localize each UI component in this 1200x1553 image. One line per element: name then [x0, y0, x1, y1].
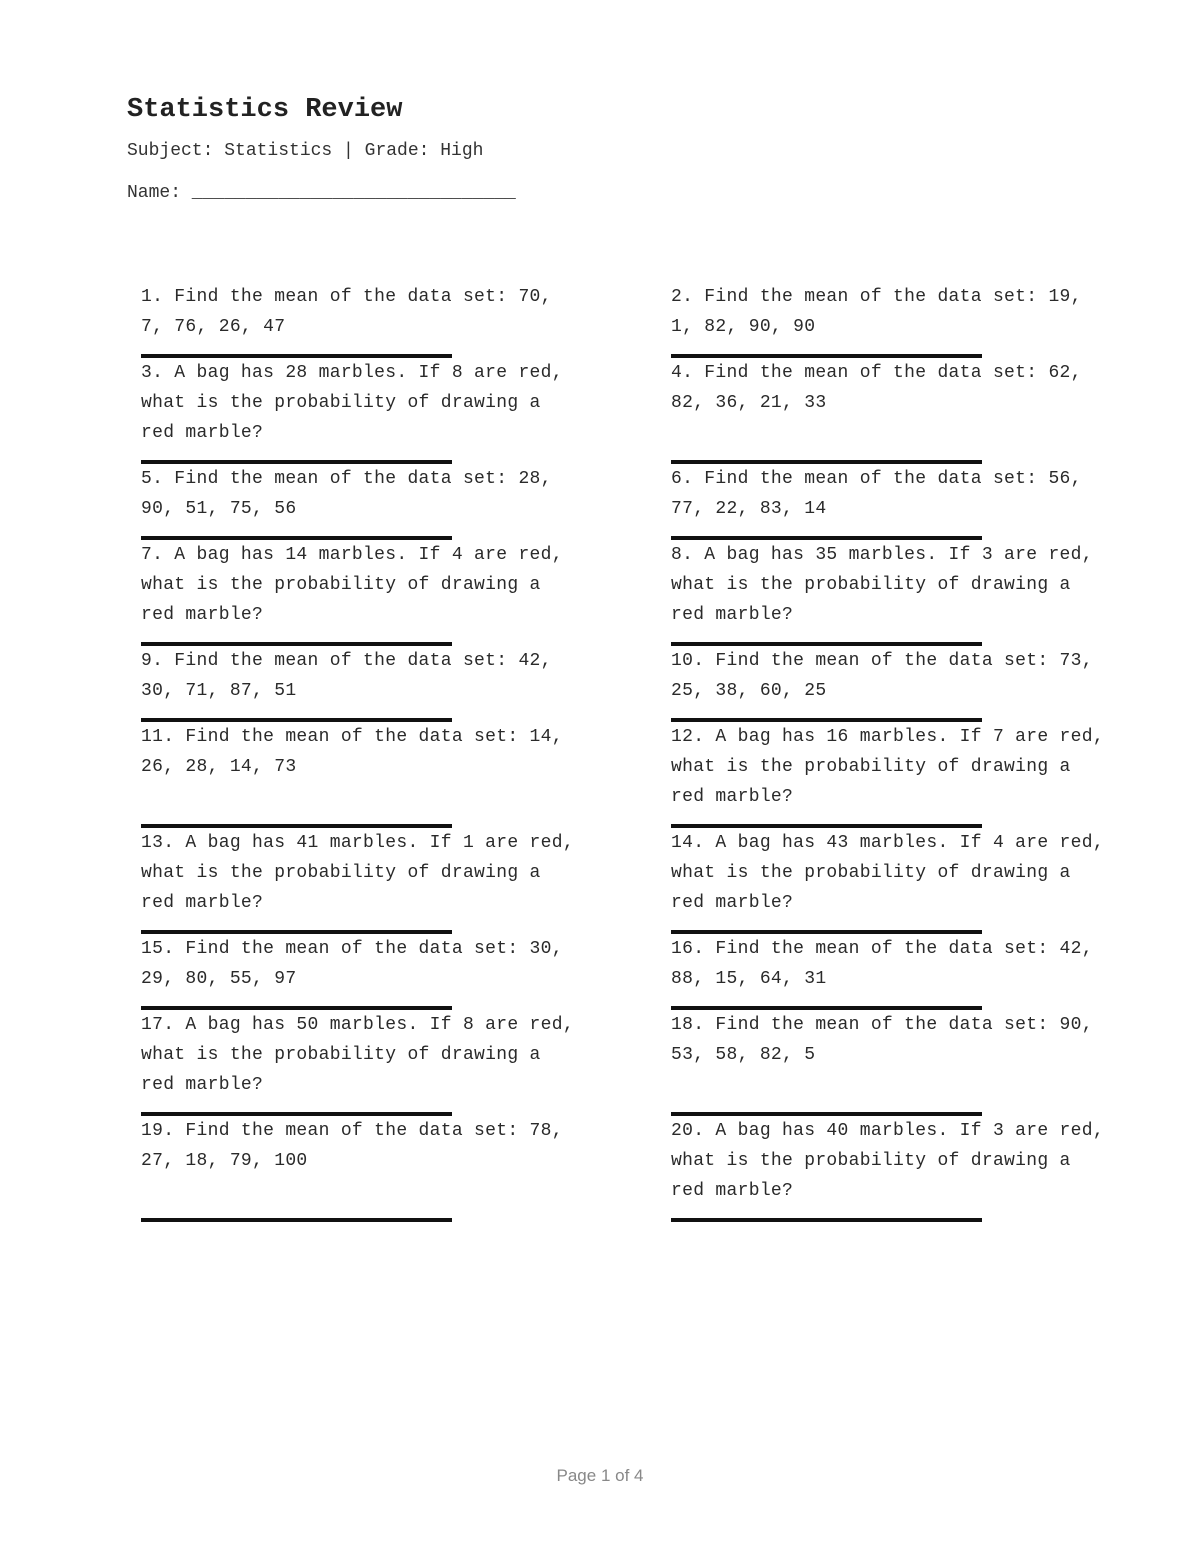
- question-item: [671, 646, 1141, 722]
- question-text: 6. Find the mean of the data set: 56, 77, 22, 83, 14: [671, 469, 1082, 519]
- question-text: 13. A bag has 41 marbles. If 1 are red, what is the probability of drawing a red marble?: [141, 833, 574, 913]
- page-title: Statistics Review: [127, 95, 403, 125]
- question-item: [671, 934, 1141, 1010]
- question-text: 18. Find the mean of the data set: 90, 53, 58, 82, 5: [671, 1015, 1093, 1065]
- question-text: 2. Find the mean of the data set: 19, 1, 82, 90, 90: [671, 287, 1082, 337]
- question-text: 15. Find the mean of the data set: 30, 29, 80, 55, 97: [141, 939, 563, 989]
- question-item: [671, 1116, 1141, 1222]
- question-item: [141, 722, 671, 828]
- question-item: [671, 828, 1141, 934]
- question-text: 8. A bag has 35 marbles. If 3 are red, what is the probability of drawing a red marble?: [671, 545, 1093, 625]
- question-text: 5. Find the mean of the data set: 28, 90, 51, 75, 56: [141, 469, 552, 519]
- question-item: [141, 464, 671, 540]
- question-item: [141, 282, 671, 358]
- question-text: 12. A bag has 16 marbles. If 7 are red, what is the probability of drawing a red marble?: [671, 727, 1104, 807]
- question-text: 1. Find the mean of the data set: 70, 7, 76, 26, 47: [141, 287, 552, 337]
- question-item: [141, 540, 671, 646]
- worksheet-header: [127, 92, 516, 205]
- question-text: 4. Find the mean of the data set: 62, 82, 36, 21, 33: [671, 363, 1082, 413]
- questions-grid: [141, 282, 1141, 1222]
- question-item: [141, 934, 671, 1010]
- subject-grade-line: Subject: Statistics | Grade: High: [127, 141, 484, 161]
- question-item: [141, 1010, 671, 1116]
- question-text: 17. A bag has 50 marbles. If 8 are red, what is the probability of drawing a red marble?: [141, 1015, 574, 1095]
- question-item: [671, 1010, 1141, 1116]
- question-item: [671, 282, 1141, 358]
- question-text: 10. Find the mean of the data set: 73, 25, 38, 60, 25: [671, 651, 1093, 701]
- question-item: [671, 464, 1141, 540]
- question-text: 7. A bag has 14 marbles. If 4 are red, what is the probability of drawing a red marble?: [141, 545, 563, 625]
- question-item: [671, 722, 1141, 828]
- question-text: 11. Find the mean of the data set: 14, 26, 28, 14, 73: [141, 727, 563, 777]
- question-item: [141, 646, 671, 722]
- question-text: 14. A bag has 43 marbles. If 4 are red, what is the probability of drawing a red marble?: [671, 833, 1104, 913]
- question-item: [671, 540, 1141, 646]
- name-field[interactable]: Name: ______________________________: [127, 183, 516, 203]
- answer-line[interactable]: [141, 1218, 452, 1222]
- answer-line[interactable]: [671, 1218, 982, 1222]
- question-text: 19. Find the mean of the data set: 78, 27, 18, 79, 100: [141, 1121, 563, 1171]
- question-item: [141, 1116, 671, 1222]
- question-item: [141, 358, 671, 464]
- question-item: [671, 358, 1141, 464]
- question-item: [141, 828, 671, 934]
- question-text: 3. A bag has 28 marbles. If 8 are red, what is the probability of drawing a red marble?: [141, 363, 563, 443]
- question-text: 16. Find the mean of the data set: 42, 88, 15, 64, 31: [671, 939, 1093, 989]
- page-number: Page 1 of 4: [556, 1466, 644, 1485]
- question-text: 20. A bag has 40 marbles. If 3 are red, what is the probability of drawing a red marble?: [671, 1121, 1104, 1201]
- question-text: 9. Find the mean of the data set: 42, 30, 71, 87, 51: [141, 651, 552, 701]
